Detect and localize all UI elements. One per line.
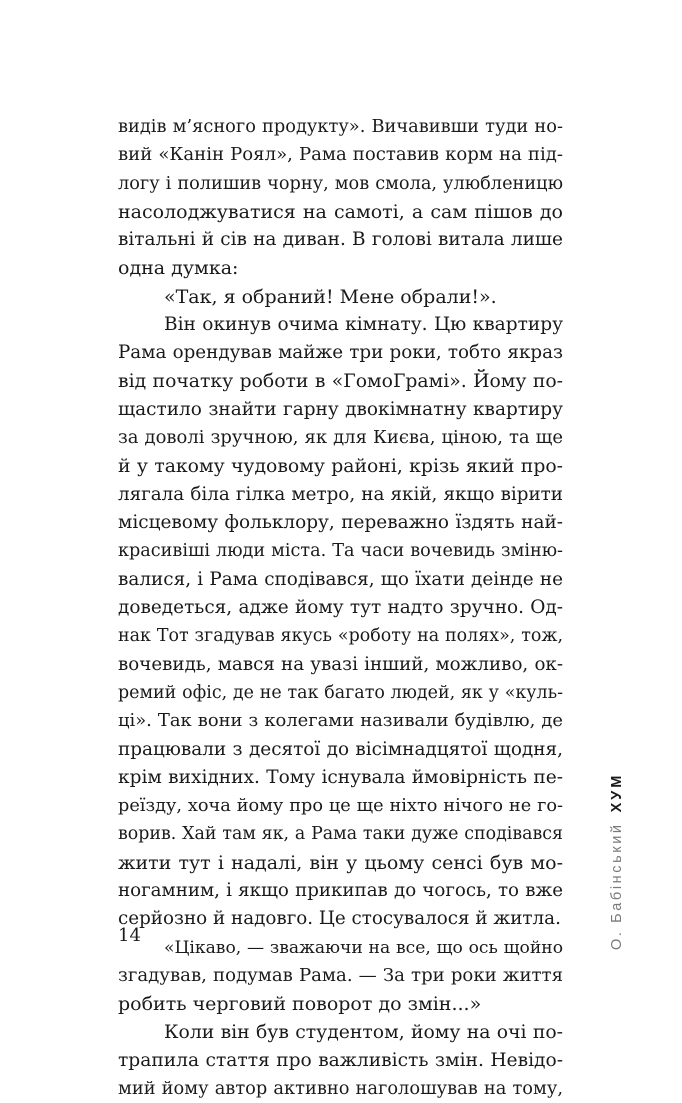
- text-line: ногамним, і якщо прикипав до чогось, то вже: [118, 880, 563, 902]
- text-line: серйозно й надовго. Це стосувалося й житла.: [118, 908, 561, 930]
- running-head-title: ХУМ: [609, 772, 625, 813]
- text-line: лягала біла гілка метро, на якій, якщо вірити: [118, 483, 563, 505]
- text-line: Він окинув очима кімнату. Цю квартиру: [164, 314, 563, 336]
- text-line: одна думка:: [118, 257, 239, 280]
- body-text: [118, 113, 563, 1103]
- text-line: щастило знайти гарну двокімнатну квартиру: [118, 398, 563, 420]
- text-line: доведеться, адже йому тут надто зручно. Од-: [118, 597, 563, 619]
- text-line: місцевому фольклору, переважно їздять най-: [118, 512, 563, 534]
- text-line: робить черговий поворот до змін...»: [118, 993, 482, 1016]
- text-line: трапила стаття про важливість змін. Невідо-: [118, 1049, 563, 1071]
- text-line: вий «Канін Роял», Рама поставив корм на під-: [118, 144, 563, 166]
- page-number: 14: [118, 925, 141, 946]
- text-line: мий йому автор активно наголошував на тому,: [118, 1078, 563, 1100]
- text-line: й у такому чудовому районі, крізь який про-: [118, 455, 563, 477]
- text-line: насолоджуватися на самоті, а сам пішов до: [118, 200, 563, 223]
- text-line: ремий офіс, де не так багато людей, як у «куль-: [118, 682, 563, 703]
- text-line: ворив. Хай там як, а Рама таки дуже сподівався: [118, 824, 563, 845]
- text-line: валися, і Рама сподівався, що їхати деінде не: [118, 568, 563, 590]
- text-line: «Цікаво, — зважаючи на все, що ось щойно: [164, 937, 563, 958]
- text-line: жити тут і надалі, він у цьому сенсі був мо-: [118, 851, 563, 874]
- text-line: від початку роботи в «ГомоГрамі». Йому по-: [118, 370, 563, 392]
- text-line: Рама орендував майже три роки, тобто якраз: [118, 342, 563, 364]
- text-line: працювали з десятої до вісімнадцятої щодня,: [118, 738, 563, 760]
- text-line: нак Тот згадував якусь «роботу на полях», тож,: [118, 626, 563, 647]
- text-line: реїзду, хоча йому про це ще ніхто нічого не го-: [118, 796, 563, 817]
- text-line: ці». Так вони з колегами називали будівлю, де: [118, 710, 563, 732]
- text-line: вочевидь, мався на увазі інший, можливо, ок-: [118, 653, 563, 675]
- text-line: логу і полишив чорну, мов смола, улюбленицю: [118, 173, 563, 194]
- text-line: «Так, я обраний! Мене обрали!».: [164, 285, 497, 308]
- text-line: згадував, подумав Рама. — За три роки життя: [118, 964, 563, 986]
- text-line: Коли він був студентом, йому на очі по-: [164, 1021, 563, 1043]
- text-line: вітальні й сів на диван. В голові витала лише: [118, 229, 563, 251]
- running-head: [609, 773, 625, 950]
- text-line: видів м’ясного продукту». Вичавивши туди но-: [118, 116, 563, 137]
- text-line: красивіші люди міста. Та часи вочевидь зміню-: [118, 541, 563, 562]
- text-line: крім вихідних. Тому існувала ймовірність пе-: [118, 766, 563, 788]
- running-head-author: О. Бабінський: [609, 822, 625, 950]
- text-line: за доволі зручною, як для Києва, ціною, та ще: [118, 427, 563, 449]
